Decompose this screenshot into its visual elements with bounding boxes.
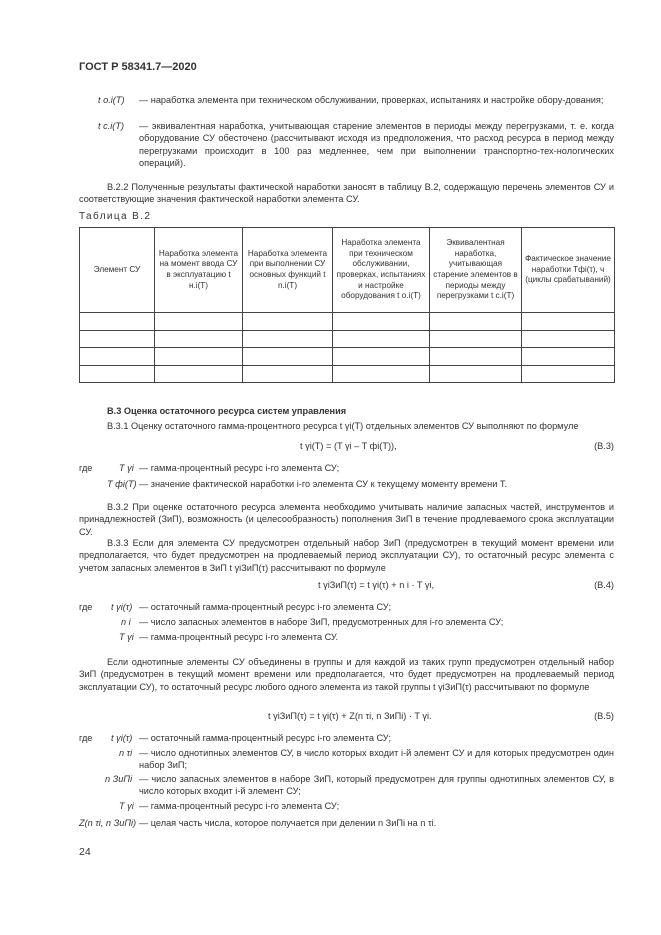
equation-b5-number: (В.5)	[594, 711, 614, 721]
symbol-n-tau: n τi	[119, 748, 133, 758]
header-cell-t-o: Наработка элемента при техническом обслуживании, проверках, испытаниях и настройке оборудования t o.i(T)	[333, 228, 430, 313]
symbol-n-zip: n ЗиПi	[105, 774, 133, 784]
table-row	[80, 330, 615, 348]
equation-b3-number: (В.3)	[594, 441, 614, 451]
definition-t-o: — наработка элемента при техническом обслуживании, проверках, испытаниях и настройке обору-дования;	[139, 95, 604, 105]
equation-b5: t γiЗиП(τ) = t γi(τ) + Z(n τi, n ЗиПi) · T γi.	[268, 711, 432, 721]
where-label: где	[79, 463, 93, 473]
where-label: где	[79, 602, 93, 612]
page-number: 24	[79, 846, 91, 858]
definition-Z: — целая часть числа, которое получается при делении n ЗиПi на n τi.	[139, 818, 437, 828]
definition-t-gamma-tau: — остаточный гамма-процентный ресурс i-го элемента СУ;	[139, 733, 391, 743]
table-header-row	[80, 228, 615, 313]
equation-b3: t γi(T) = (T γi – T фi(T)),	[300, 441, 397, 451]
symbol-T-gamma: T γi	[119, 463, 134, 473]
definition-T-gamma: — гамма-процентный ресурс i-го элемента СУ.	[139, 632, 339, 642]
definition-n-zip: — число запасных элементов в наборе ЗиП, который предусмотрен для группы однотипных элементов СУ, в число которых входит i-й элемент СУ;	[139, 774, 614, 797]
header-cell-t-c: Эквивалентная наработка, учитывающая старение элементов в периоды между перегрузками t c.i(T)	[430, 228, 522, 313]
symbol-T-gamma: T γi	[119, 632, 134, 642]
equation-b4-number: (В.4)	[594, 580, 614, 590]
symbol-t-c: t c.i(T)	[98, 121, 125, 131]
definition-T-gamma: — гамма-процентный ресурс i-го элемента СУ;	[139, 463, 340, 473]
header-cell-element: Элемент СУ	[80, 228, 155, 313]
paragraph-b31: В.3.1 Оценку остаточного гамма-процентного ресурса t γi(T) отдельных элементов СУ выполняют по формуле	[107, 421, 579, 431]
section-title: В.3 Оценка остаточного ресурса систем управления	[107, 406, 347, 416]
definition-t-gamma-tau: — остаточный гамма-процентный ресурс i-го элемента СУ;	[139, 602, 391, 612]
paragraph-b22: В.2.2 Полученные результаты фактической наработки заносят в таблицу В.2, содержащую перечень элементов СУ и соответствующие значения фактической наработки элемента СУ.	[79, 182, 614, 205]
definition-n-tau: — число однотипных элементов СУ, в число которых входит i-й элемент СУ и для которых предусмотрен один набор ЗиП;	[139, 748, 614, 771]
table-row	[80, 365, 615, 383]
paragraph-b33: В.3.3 Если для элемента СУ предусмотрен отдельный набор ЗиП (предусмотрен в текущий момент времени или предполагается, что будет предусмотрен на продлеваемый период эксплуатации СУ), то остаточный ресурс элемента с учетом запасных элементов в ЗиП t γiЗиП(τ) рассчитывают по формуле	[79, 538, 614, 573]
table-row	[80, 313, 615, 331]
definition-n-i: — число запасных элементов в наборе ЗиП, предусмотренных для i-го элемента СУ;	[139, 617, 504, 627]
header-cell-t-n-main: Наработка элемента при выполнении СУ основных функций t n.i(T)	[243, 228, 333, 313]
symbol-t-gamma-tau: t γi(τ)	[111, 733, 133, 743]
symbol-n-i: n i	[121, 617, 131, 627]
symbol-T-gamma: T γi	[119, 801, 134, 811]
symbol-t-o: t o.i(T)	[98, 95, 125, 105]
equation-b4: t γiЗиП(τ) = t γi(τ) + n i · T γi,	[318, 580, 435, 590]
definition-T-gamma: — гамма-процентный ресурс i-го элемента СУ;	[139, 801, 340, 811]
symbol-T-f: T фi(T)	[107, 479, 137, 489]
definition-t-c: — эквивалентная наработка, учитывающая старение элементов в периоды между перегрузками, т. е. когда оборудование СУ обесточено (рассчитывают исходя из предположения, что расход ресурса в период между перегрузками происходит в 100 раз медленнее, чем при выполнении транспортно-тех-нологических операций).	[139, 121, 614, 169]
definition-T-f: — значение фактической наработки i-го элемента СУ к текущему моменту времени T.	[139, 479, 508, 489]
header-cell-t-f: Фактическое значение наработки Tфi(τ), ч (циклы срабатываний)	[522, 228, 615, 313]
header-cell-t-n-start: Наработка элемента на момент ввода СУ в эксплуатацию t н.i(T)	[155, 228, 243, 313]
paragraph-groups: Если однотипные элементы СУ объединены в группы и для каждой из таких групп предусмотрен отдельный набор ЗиП (предусмотрен в текущий момент времени или предполагается, что будет предусмотрен на продлеваемый период эксплуатации СУ), то остаточный ресурс любого одного элемента из такой группы t γiЗиП(τ) рассчитывают по формуле	[79, 657, 614, 692]
symbol-t-gamma-tau: t γi(τ)	[111, 602, 133, 612]
table-label: Таблица В.2	[79, 211, 152, 222]
table-b2	[79, 227, 615, 383]
table-row	[80, 348, 615, 366]
document-header: ГОСТ Р 58341.7—2020	[79, 61, 197, 73]
symbol-Z: Z(n τi, n ЗиПi)	[79, 818, 137, 828]
paragraph-b32: В.3.2 При оценке остаточного ресурса элемента необходимо учитывать наличие запасных частей, инструментов и принадлежностей (ЗиП), возможность (и целесообразность) пополнения ЗиП в течение продлеваемого срока эксплуатации СУ.	[79, 502, 614, 537]
where-label: где	[79, 733, 93, 743]
